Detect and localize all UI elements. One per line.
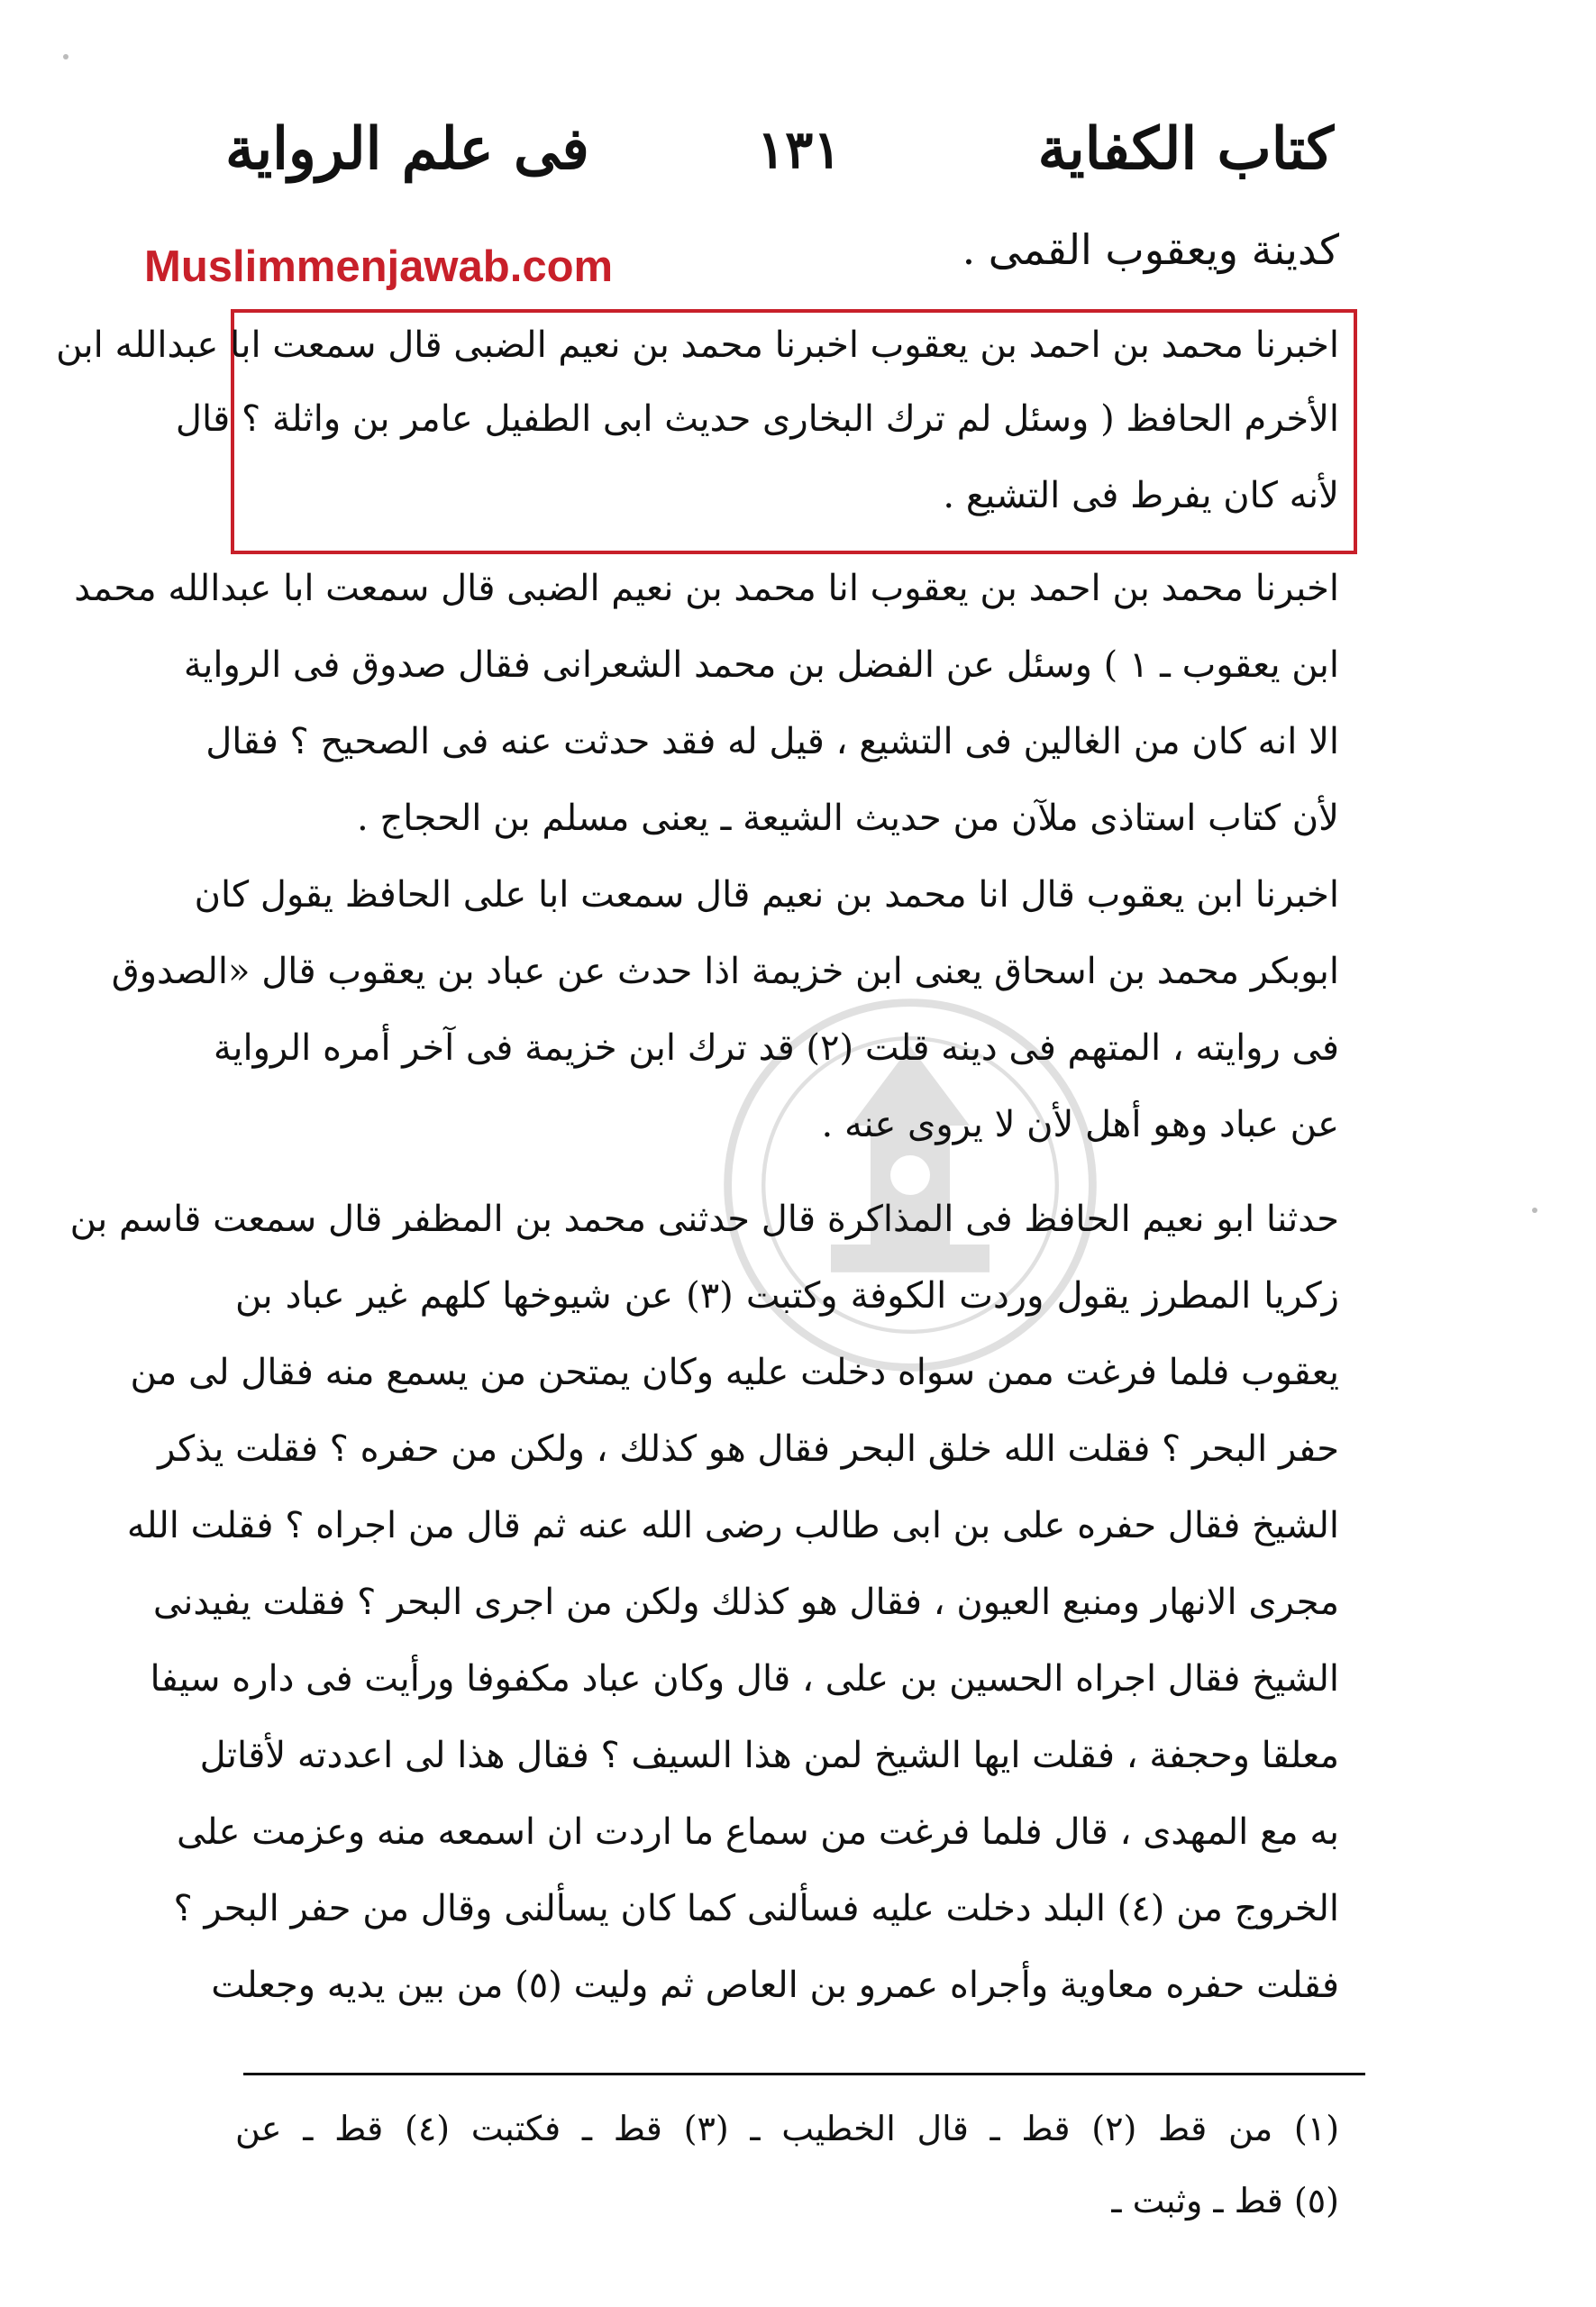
text-line-2: اخبرنا محمد بن احمد بن يعقوب اخبرنا محمد بن نعيم الضبى قال سمعت ابا عبدالله ابن	[56, 324, 1339, 366]
scan-speck	[1532, 1208, 1537, 1213]
text-line-11: فى روايته ، المتهم فى دينه قلت (٢) قد ترك ابن خزيمة فى آخر أمره الرواية	[213, 1027, 1339, 1069]
book-title: كتاب الكفاية	[1037, 115, 1334, 183]
text-line-9: اخبرنا ابن يعقوب قال انا محمد بن نعيم قال سمعت ابا على الحافظ يقول كان	[194, 874, 1339, 916]
book-subtitle: فى علم الرواية	[225, 115, 589, 183]
text-line-1: كدينة ويعقوب القمى .	[962, 225, 1339, 274]
text-line-5: اخبرنا محمد بن احمد بن يعقوب انا محمد بن نعيم الضبى قال سمعت ابا عبدالله محمد	[74, 568, 1339, 609]
text-line-8: لأن كتاب استاذى ملآن من حديث الشيعة ـ يعنى مسلم بن الحجاج .	[357, 798, 1339, 839]
text-line-23: فقلت حفره معاوية وأجراه عمرو بن العاص ثم وليت (٥) من بين يديه وجعلت	[211, 1965, 1339, 2006]
page-number: ١٣١	[757, 119, 842, 180]
text-line-15: يعقوب فلما فرغت ممن سواه دخلت عليه وكان يمتحن من يسمع منه فقال لى من	[130, 1352, 1339, 1393]
text-line-14: زكريا المطرز يقول وردت الكوفة وكتبت (٣) عن شيوخها كلهم غير عباد بن	[235, 1275, 1339, 1317]
site-watermark: Muslimmenjawab.com	[144, 242, 614, 291]
footnote-line-1: (١) من قط (٢) قط ـ قال الخطيب ـ (٣) قط ـ فكتبت (٤) قط ـ عن	[235, 2109, 1340, 2148]
text-line-17: الشيخ فقال حفره على بن ابى طالب رضى الله عنه ثم قال من اجراه ؟ فقلت الله	[126, 1505, 1339, 1546]
text-line-19: الشيخ فقال اجراه الحسين بن على ، قال وكان عباد مكفوفا ورأيت فى داره سيفا	[150, 1658, 1339, 1700]
footnote-divider	[243, 2073, 1365, 2075]
footnote-line-2: (٥) قط ـ وثبت ـ	[1111, 2181, 1339, 2220]
text-line-4: لأنه كان يفرط فى التشيع .	[943, 475, 1339, 516]
running-head	[225, 115, 1334, 196]
text-line-10: ابوبكر محمد بن اسحاق يعنى ابن خزيمة اذا حدث عن عباد بن يعقوب قال «الصدوق	[111, 951, 1339, 992]
text-line-16: حفر البحر ؟ فقلت الله خلق البحر فقال هو كذلك ، ولكن من حفره ؟ فقلت يذكر	[158, 1428, 1339, 1470]
text-line-18: مجرى الانهار ومنبع العيون ، فقال هو كذلك ولكن من اجرى البحر ؟ فقلت يفيدنى	[152, 1582, 1339, 1623]
text-line-22: الخروج من (٤) البلد دخلت عليه فسألنى كما كان يسألنى وقال من حفر البحر ؟	[173, 1888, 1339, 1929]
text-line-12: عن عباد وهو أهل لأن لا يروى عنه .	[821, 1104, 1339, 1145]
text-line-20: معلقا وحجفة ، فقلت ايها الشيخ لمن هذا السيف ؟ فقال هذا لى اعددته لأقاتل	[199, 1735, 1339, 1776]
text-line-13: حدثنا ابو نعيم الحافظ فى المذاكرة قال حدثنى محمد بن المظفر قال سمعت قاسم بن	[69, 1199, 1339, 1240]
text-line-6: ابن يعقوب ـ ١ ) وسئل عن الفضل بن محمد الشعرانى فقال صدوق فى الرواية	[183, 644, 1339, 686]
text-line-3: الأخرم الحافظ ( وسئل لم ترك البخارى حديث ابى الطفيل عامر بن واثلة ؟ قال	[175, 398, 1339, 440]
scan-speck	[63, 54, 68, 59]
text-line-21: به مع المهدى ، قال فلما فرغت من سماع ما اردت ان اسمعه منه وعزمت على	[177, 1811, 1339, 1853]
text-line-7: الا انه كان من الغالين فى التشيع ، قيل له فقد حدثت عنه فى الصحيح ؟ فقال	[205, 721, 1339, 762]
